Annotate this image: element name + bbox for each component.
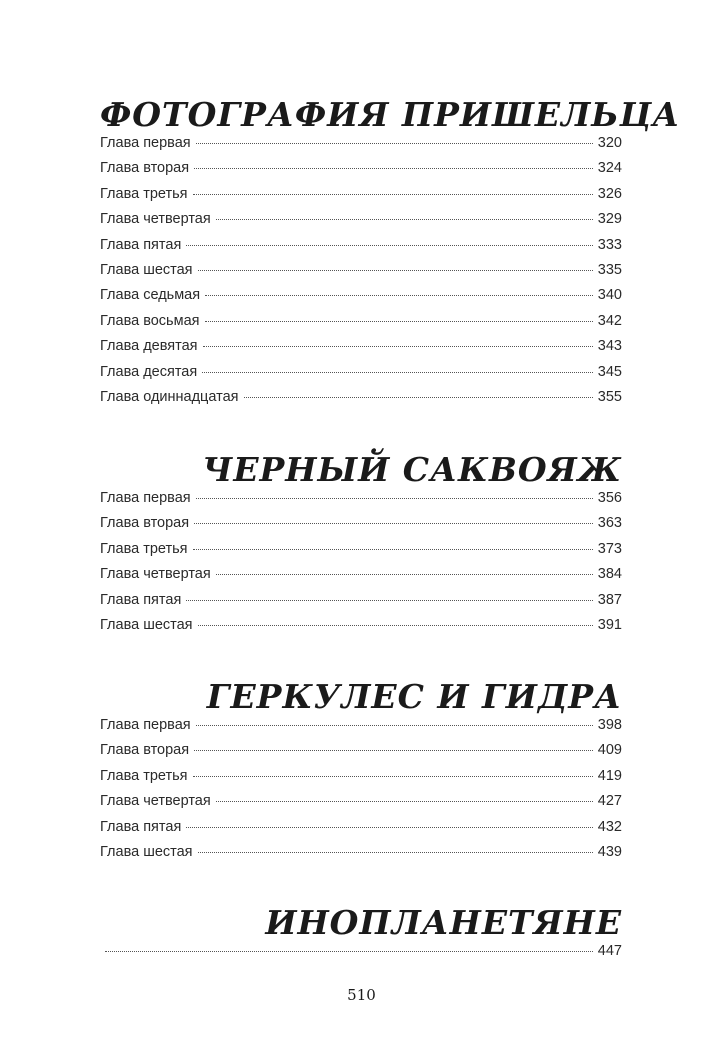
entry-page: 384: [597, 566, 622, 583]
toc-entry[interactable]: [100, 566, 622, 591]
entry-page: 333: [597, 236, 622, 253]
entry-label: Глава третья: [100, 540, 188, 557]
entry-label: Глава вторая: [100, 742, 190, 759]
toc-entry[interactable]: [100, 541, 622, 566]
entry-label: Глава четвертая: [100, 211, 211, 228]
entry-page: 355: [597, 388, 622, 405]
section-title: ИНОПЛАНЕТЯНЕ: [265, 903, 622, 942]
dot-leader: [196, 143, 593, 144]
entry-page: 343: [597, 338, 622, 355]
dot-leader: [205, 321, 593, 322]
entry-label: Глава пятая: [100, 818, 182, 835]
dot-leader: [105, 951, 593, 952]
entry-page: 432: [597, 818, 622, 835]
entry-label: Глава первая: [100, 490, 191, 506]
entry-label: Глава вторая: [100, 160, 190, 177]
toc-entry[interactable]: [100, 742, 622, 767]
toc-entry[interactable]: [100, 237, 622, 262]
entry-page: 320: [597, 135, 622, 151]
entry-page: 398: [597, 717, 622, 733]
entry-page: 342: [597, 312, 622, 329]
section-title: ЧЕРНЫЙ САКВОЯЖ: [202, 450, 622, 489]
section-title: ГЕРКУЛЕС И ГИДРА: [206, 677, 622, 716]
entry-label: Глава пятая: [100, 591, 182, 608]
toc-entry[interactable]: [100, 211, 622, 236]
dot-leader: [193, 549, 593, 550]
entry-label: Глава пятая: [100, 236, 182, 253]
dot-leader: [216, 801, 593, 802]
entry-page: 326: [597, 185, 622, 202]
toc-section: [100, 903, 622, 968]
entry-page: 335: [597, 261, 622, 278]
entry-page: 329: [597, 211, 622, 228]
entry-label: Глава одиннадцатая: [100, 388, 239, 405]
dot-leader: [216, 574, 593, 575]
dot-leader: [194, 523, 593, 524]
dot-leader: [194, 168, 593, 169]
toc-entry[interactable]: [100, 515, 622, 540]
entry-label: Глава шестая: [100, 261, 193, 278]
toc-entry[interactable]: [100, 793, 622, 818]
entry-page: 409: [597, 742, 622, 759]
dot-leader: [216, 219, 593, 220]
entry-page: 419: [597, 767, 622, 784]
toc-entry[interactable]: [100, 943, 622, 968]
toc-entry[interactable]: [100, 389, 622, 414]
toc-entry[interactable]: [100, 186, 622, 211]
dot-leader: [194, 750, 593, 751]
toc-section: [100, 677, 622, 869]
entry-label: Глава шестая: [100, 843, 193, 860]
dot-leader: [244, 397, 593, 398]
dot-leader: [193, 776, 593, 777]
dot-leader: [198, 270, 593, 271]
dot-leader: [193, 194, 593, 195]
section-title: ФОТОГРАФИЯ ПРИШЕЛЬЦА: [100, 95, 681, 134]
dot-leader: [203, 346, 593, 347]
entry-label: Глава седьмая: [100, 287, 201, 304]
toc-entry[interactable]: [100, 617, 622, 642]
entry-page: 447: [597, 943, 622, 959]
toc-section: [100, 95, 681, 414]
toc-entry[interactable]: [100, 819, 622, 844]
entry-label: Глава первая: [100, 135, 191, 151]
dot-leader: [198, 625, 593, 626]
dot-leader: [205, 295, 593, 296]
entry-label: Глава четвертая: [100, 566, 211, 583]
toc-entry[interactable]: [100, 768, 622, 793]
entry-page: 345: [597, 363, 622, 380]
toc-entry[interactable]: [100, 262, 622, 287]
toc-entry[interactable]: [100, 717, 622, 742]
dot-leader: [196, 498, 593, 499]
entry-label: Глава восьмая: [100, 312, 200, 329]
toc-entry[interactable]: [100, 844, 622, 869]
dot-leader: [196, 725, 593, 726]
entry-page: 356: [597, 490, 622, 506]
toc-entry[interactable]: [100, 364, 622, 389]
toc-entry[interactable]: [100, 338, 622, 363]
entry-label: Глава шестая: [100, 616, 193, 633]
toc-entry[interactable]: [100, 313, 622, 338]
dot-leader: [202, 372, 593, 373]
entry-page: 439: [597, 843, 622, 860]
entry-page: 324: [597, 160, 622, 177]
dot-leader: [186, 827, 593, 828]
entry-page: 427: [597, 793, 622, 810]
entry-label: Глава десятая: [100, 363, 198, 380]
toc-section: [100, 450, 622, 642]
entry-label: Глава четвертая: [100, 793, 211, 810]
entry-page: 340: [597, 287, 622, 304]
entry-page: 391: [597, 616, 622, 633]
entry-label: Глава третья: [100, 185, 188, 202]
entry-page: 363: [597, 515, 622, 532]
entry-label: Глава третья: [100, 767, 188, 784]
entry-page: 387: [597, 591, 622, 608]
toc-entry[interactable]: [100, 490, 622, 515]
entry-page: 373: [597, 540, 622, 557]
page-number: 510: [347, 986, 376, 1004]
toc-entry[interactable]: [100, 160, 622, 185]
toc-entry[interactable]: [100, 287, 622, 312]
entry-label: Глава вторая: [100, 515, 190, 532]
toc-entry[interactable]: [100, 592, 622, 617]
dot-leader: [186, 245, 593, 246]
dot-leader: [198, 852, 593, 853]
toc-entry[interactable]: [100, 135, 622, 160]
entry-label: Глава девятая: [100, 338, 198, 355]
dot-leader: [186, 600, 593, 601]
entry-label: Глава первая: [100, 717, 191, 733]
